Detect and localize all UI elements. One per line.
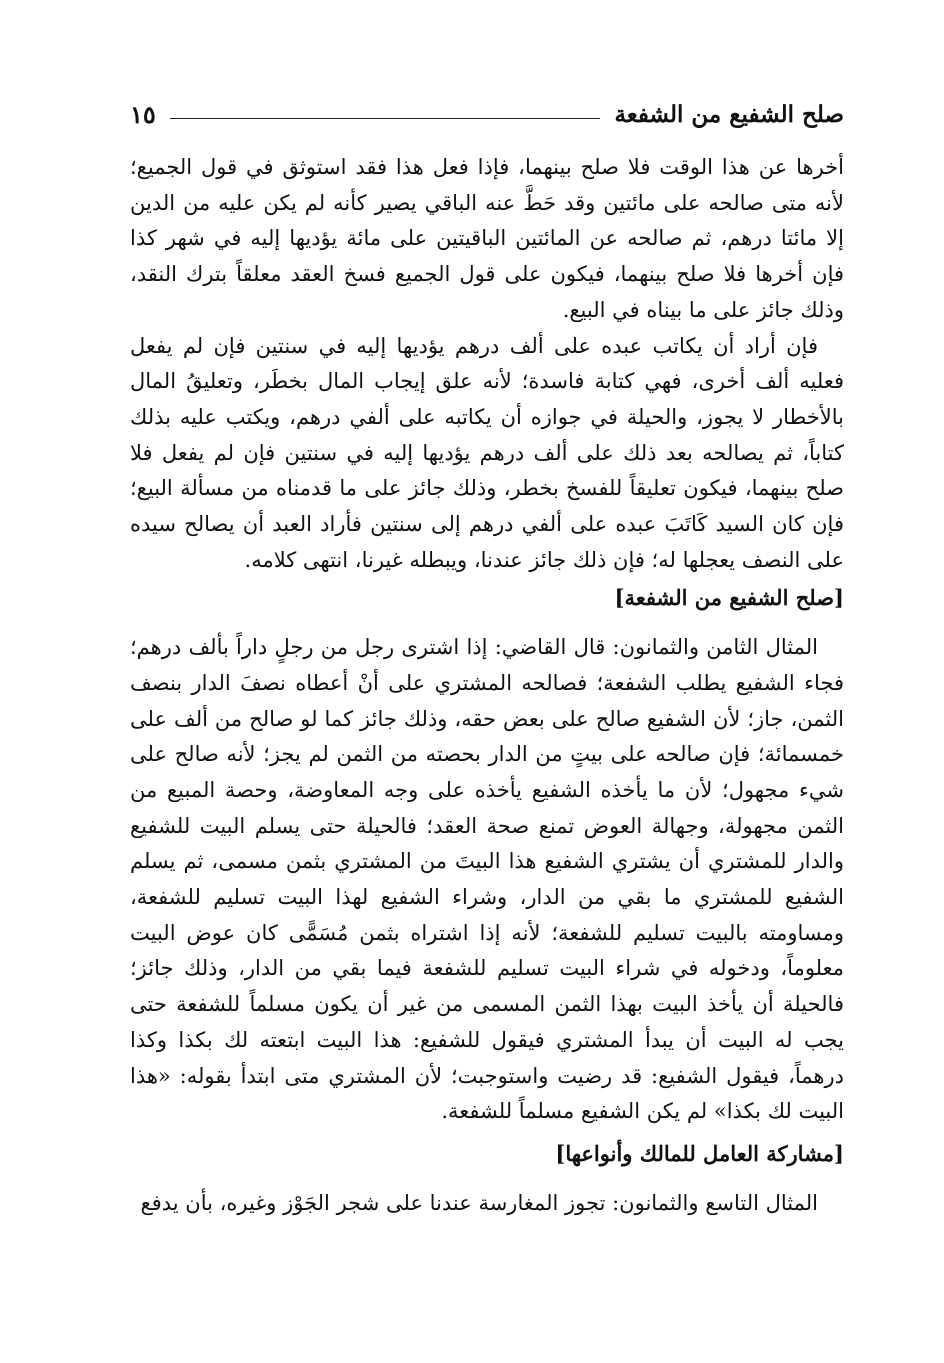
section-heading-shuf-reconciliation: [صلح الشفيع من الشفعة] bbox=[614, 585, 844, 611]
running-header bbox=[130, 94, 844, 134]
paragraph-4: المثال التاسع والثمانون: تجوز المغارسة عندنا على شجر الجَوْز وغيره، بأن يدفع bbox=[140, 1190, 818, 1215]
section-heading-worker-partnership: [مشاركة العامل للمالك وأنواعها] bbox=[555, 1140, 844, 1166]
page-number: ١٥ bbox=[130, 99, 156, 129]
paragraph-1: أخرها عن هذا الوقت فلا صلح بينهما، فإذا فعل هذا فقد استوثق في قول الجميع؛ لأنه متى صالحه على مائتين وقد حَطَّ عنه الباقي يصير كأنه لم يكن عليه من الدين إلا مائتا درهم، ثم صالحه عن المائتين الباقيتين على مائة يؤديها إليه في شهر كذا فإن أخرها فلا صلح بينهما، فيكون على قول الجميع فسخ العقد معلقاً بترك النقد، وذلك جائز على ما بيناه في البيع. bbox=[130, 155, 844, 322]
page-body bbox=[130, 150, 844, 1221]
header-rule bbox=[170, 118, 601, 119]
paragraph-3: المثال الثامن والثمانون: قال القاضي: إذا اشترى رجل من رجلٍ داراً بألف درهم؛ فجاء الشفيع يطلب الشفعة؛ فصالحه المشتري على أنْ أعطاه نصفَ الدار بنصف الثمن، جاز؛ لأن الشفيع صالح على بعض حقه، وذلك جائز كما لو صالح من ألف على خمسمائة؛ فإن صالحه على بيتٍ من الدار بحصته من الثمن لم يجز؛ لأنه صالح على شيء مجهول؛ لأن ما يأخذه الشفيع يأخذه على وجه المعاوضة، وحصة المبيع من الثمن مجهولة، وجهالة العوض تمنع صحة العقد؛ فالحيلة حتى يسلم البيت للشفيع والدار للمشتري أن يشتري الشفيع هذا البيتَ من المشتري بثمن مسمى، ثم يسلم الشفيع للمشتري ما بقي من الدار، وشراء الشفيع لهذا البيت تسليم للشفعة، ومساومته بالبيت تسليم للشفعة؛ لأنه إذا اشتراه بثمن مُسَمًّى كان عوض البيت معلوماً، ودخوله في شراء البيت تسليم للشفعة فيما بقي من الدار، وذلك جائز؛ فالحيلة أن يأخذ البيت بهذا الثمن المسمى من غير أن يكون مسلماً للشفعة حتى يجب له البيت أن يبدأ المشتري فيقول للشفيع: هذا البيت ابتعته لك بكذا وكذا درهماً، فيقول الشفيع: قد رضيت واستوجبت؛ لأن المشتري متى ابتدأ بقوله: «هذا البيت لك بكذا» لم يكن الشفيع مسلماً للشفعة. bbox=[130, 635, 844, 1124]
header-title: صلح الشفيع من الشفعة bbox=[614, 100, 844, 128]
paragraph-2: فإن أراد أن يكاتب عبده على ألف درهم يؤديها إليه في سنتين فإن لم يفعل فعليه ألف أخرى، فهي كتابة فاسدة؛ لأنه علق إيجاب المال بخطَر، وتعليقُ المال بالأخطار لا يجوز، والحيلة في جوازه أن يكاتبه على ألفي درهم، ويكتب عليه بذلك كتاباً، ثم يصالحه بعد ذلك على ألف درهم يؤديها إليه في سنتين فإن لم يفعل فلا صلح بينهما، فيكون تعليقاً للفسخ بخطر، وذلك جائز على ما قدمناه من مسألة البيع؛ فإن كان السيد كَاتَبَ عبده على ألفي درهم إلى سنتين فأراد العبد أن يصالح سيده على النصف يعجلها له؛ فإن ذلك جائز عندنا، ويبطله غيرنا، انتهى كلامه. bbox=[130, 333, 844, 572]
